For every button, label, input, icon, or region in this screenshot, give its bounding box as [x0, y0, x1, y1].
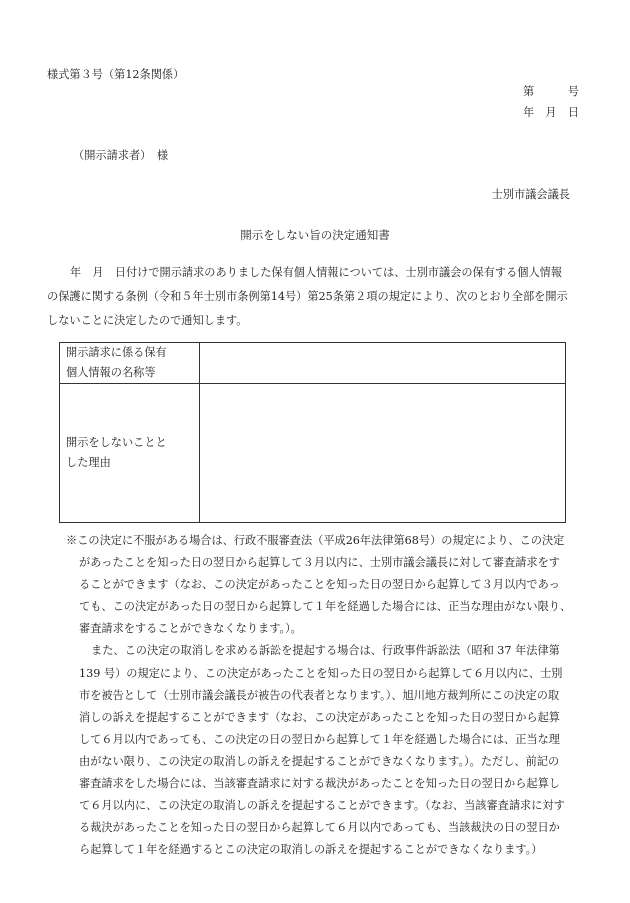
table-label-reason-line-2: した理由 — [66, 456, 111, 469]
form-label: 様式第３号（第12条関係） — [47, 68, 185, 81]
notes-line-3: ることができます（なお、この決定があったことを知った日の翌日から起算して３月以内であっ — [79, 578, 560, 592]
table-label-name — [60, 343, 200, 384]
notes-line-11: 由がない限り、この決定の取消しの訴えを提起することができなくなります。）。ただし、前記の — [79, 754, 560, 768]
table-row — [60, 384, 566, 523]
addressee: （開示請求者） 様 — [73, 149, 169, 162]
notes-line-14: る裁決があったことを知った日の翌日から起算して６月以内であっても、当該裁決の日の翌日か — [79, 821, 560, 835]
table-label-name-line-2: 個人情報の名称等 — [66, 366, 156, 379]
body-line-1: 年 月 日付けで開示請求のありました保有個人情報については、士別市議会の保有する個人情報 — [70, 266, 563, 279]
body-line-2: の保護に関する条例（令和５年士別市条例第14号）第25条第２項の規定により、次のとおり全部を開示 — [47, 290, 568, 303]
document-title: 開示をしない旨の決定通知書 — [240, 228, 390, 242]
notes-line-4: ても、この決定があった日の翌日から起算して１年を経過した場合には、正当な理由がない限り、 — [79, 600, 572, 614]
table-row — [60, 343, 566, 384]
table-label-reason-line-1: 開示をしないことと — [66, 436, 167, 449]
notes-line-10: して６月以内であっても、この決定の日の翌日から起算して１年を経過した場合には、正当な理 — [79, 732, 560, 746]
notes-line-12: 審査請求をした場合には、当該審査請求に対する裁決があったことを知った日の翌日から起算し — [79, 777, 560, 791]
sender: 士別市議会議長 — [491, 188, 570, 201]
notes-line-15: ら起算して１年を経過するとこの決定の取消しの訴えを提起することができなくなります。） — [79, 843, 543, 857]
document-date: 年 月 日 — [523, 106, 579, 119]
notes-line-9: 消しの訴えを提起することができます（なお、この決定があったことを知った日の翌日から起算 — [79, 710, 560, 724]
notes-section — [66, 530, 586, 861]
table-value-reason — [200, 384, 566, 523]
body-line-3: しないことに決定したので通知します。 — [47, 314, 248, 327]
table-value-name — [200, 343, 566, 384]
notes-line-7: 139 号）の規定により、この決定があったことを知った日の翌日から起算して６月以内に、士別 — [79, 666, 563, 680]
notes-line-6: また、この決定の取消しを求める訴訟を提起する場合は、行政事件訴訟法（昭和 37 年法律第 — [91, 644, 560, 658]
notes-line-1: ※この決定に不服がある場合は、行政不服審査法（平成26年法律第68号）の規定により、この決定 — [66, 534, 565, 547]
info-table — [59, 342, 566, 523]
table-label-reason — [60, 384, 200, 523]
notes-line-8: 市を被告として（士別市議会議長が被告の代表者となります。）、旭川地方裁判所にこの決定の取 — [79, 688, 560, 702]
table-label-name-line-1: 開示請求に係る保有 — [66, 346, 167, 359]
notes-line-5: 審査請求をすることができなくなります。）。 — [79, 622, 302, 636]
notes-line-2: があったことを知った日の翌日から起算して３月以内に、士別市議会議長に対して審査請求をす — [79, 556, 560, 570]
notes-line-13: て６月以内に、この決定の取消しの訴えを提起することができます。（なお、当該審査請求に対す — [79, 799, 565, 813]
body-paragraph — [47, 261, 585, 333]
document-number: 第 号 — [523, 85, 579, 98]
